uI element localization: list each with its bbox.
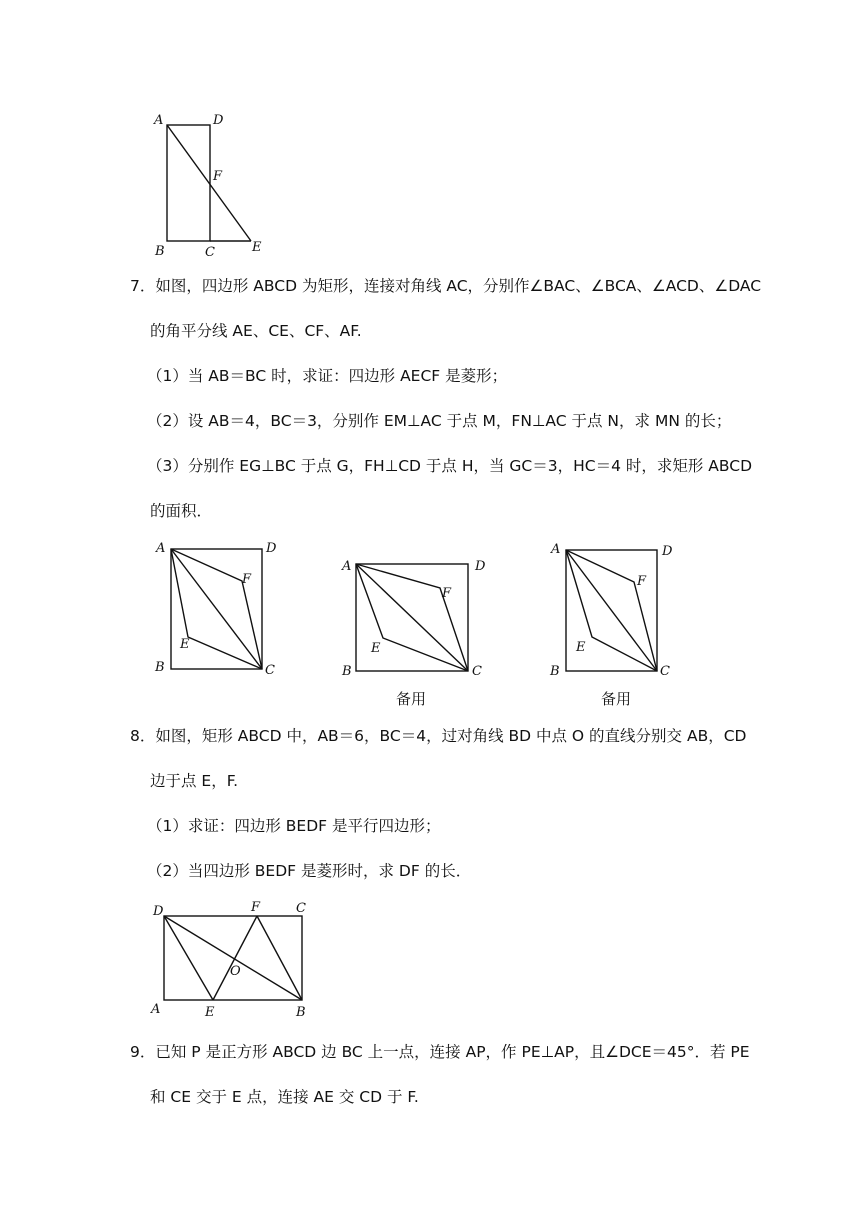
- q7-figure-1: [150, 538, 290, 683]
- label-e: E: [576, 640, 586, 655]
- label-d: D: [153, 904, 164, 919]
- q8-line2: 边于点 E，F.: [150, 772, 239, 790]
- q7-figure-2: [340, 555, 490, 685]
- label-f: F: [213, 169, 223, 184]
- q7-sub3b: 的面积．: [150, 502, 213, 520]
- q7-line1: 7．如图，四边形 ABCD 为矩形，连接对角线 AC，分别作∠BAC、∠BCA、∠ACD、∠DAC: [130, 277, 762, 295]
- q9-line1: 9．已知 P 是正方形 ABCD 边 BC 上一点，连接 AP，作 PE⊥AP，且∠DCE＝45°．若 PE: [130, 1043, 750, 1061]
- label-c: C: [205, 245, 215, 260]
- label-b: B: [296, 1005, 306, 1020]
- label-d: D: [266, 541, 277, 556]
- label-b: B: [342, 664, 352, 679]
- label-e: E: [180, 637, 190, 652]
- q8-figure: [145, 895, 320, 1020]
- label-b: B: [155, 660, 165, 675]
- q7-sub1: （1）当 AB＝BC 时，求证：四边形 AECF 是菱形；: [147, 367, 508, 385]
- label-f: F: [442, 586, 452, 601]
- q7-caption-3: 备用: [601, 690, 632, 708]
- q8-line1: 8．如图，矩形 ABCD 中，AB＝6，BC＝4，过对角线 BD 中点 O 的直线分别交 AB，CD: [130, 727, 747, 745]
- q7-figure-3: [545, 540, 685, 685]
- figure-rectangle-abcd-extended: [150, 110, 270, 260]
- label-c: C: [472, 664, 482, 679]
- label-c: C: [660, 664, 670, 679]
- q8-sub1: （1）求证：四边形 BEDF 是平行四边形；: [147, 817, 441, 835]
- label-e: E: [252, 240, 262, 255]
- label-a: A: [156, 541, 166, 556]
- label-d: D: [213, 113, 224, 128]
- q7-caption-2: 备用: [396, 690, 427, 708]
- label-c: C: [296, 901, 306, 916]
- label-a: A: [151, 1002, 161, 1017]
- label-c: C: [265, 663, 275, 678]
- label-a: A: [551, 542, 561, 557]
- q7-sub3: （3）分别作 EG⊥BC 于点 G，FH⊥CD 于点 H，当 GC＝3，HC＝4 时，求矩形 ABCD: [147, 457, 753, 475]
- label-a: A: [342, 559, 352, 574]
- label-f: F: [637, 574, 647, 589]
- q7-sub2: （2）设 AB＝4，BC＝3，分别作 EM⊥AC 于点 M，FN⊥AC 于点 N，求 MN 的长；: [147, 412, 732, 430]
- label-d: D: [475, 559, 486, 574]
- label-f: F: [242, 572, 252, 587]
- label-f: F: [251, 900, 261, 915]
- label-e: E: [371, 641, 381, 656]
- label-e: E: [205, 1005, 215, 1020]
- label-b: B: [155, 244, 165, 259]
- label-d: D: [662, 544, 673, 559]
- label-b: B: [550, 664, 560, 679]
- q8-sub2: （2）当四边形 BEDF 是菱形时，求 DF 的长．: [147, 862, 472, 880]
- label-a: A: [154, 113, 164, 128]
- label-o: O: [230, 964, 241, 979]
- q9-line2: 和 CE 交于 E 点，连接 AE 交 CD 于 F.: [150, 1088, 419, 1106]
- q7-line2: 的角平分线 AE、CE、CF、AF.: [150, 322, 362, 340]
